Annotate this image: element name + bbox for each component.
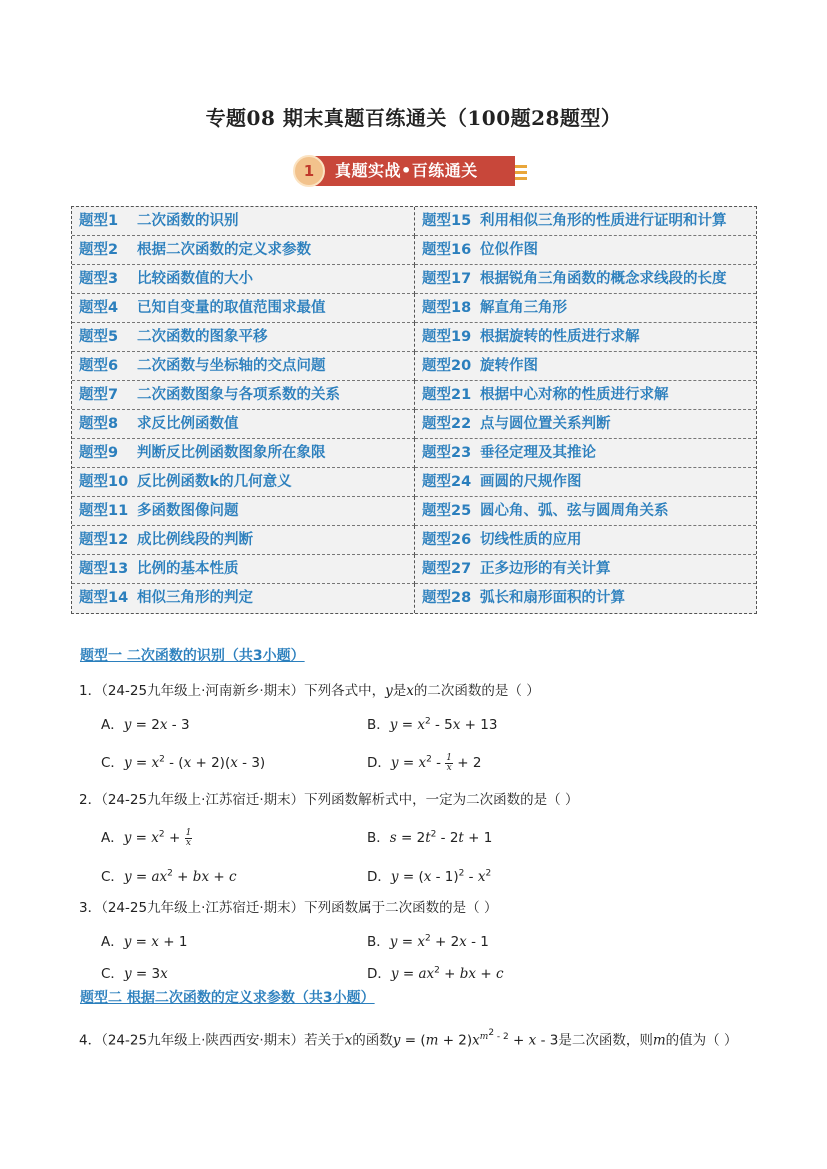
toc-item[interactable] xyxy=(72,207,415,236)
toc-item-number: 题型19 xyxy=(422,329,472,345)
toc-item-number: 题型23 xyxy=(422,445,472,461)
toc-item[interactable] xyxy=(72,468,415,497)
toc-item-label: 二次函数图象与各项系数的关系 xyxy=(137,387,340,403)
toc-item-label: 利用相似三角形的性质进行证明和计算 xyxy=(480,213,727,229)
toc-item[interactable] xyxy=(415,381,756,410)
banner-stripe-decoration xyxy=(515,171,527,174)
toc-item-number: 题型3 xyxy=(79,271,119,287)
toc-item-label: 弧长和扇形面积的计算 xyxy=(480,590,625,606)
toc-item-label: 正多边形的有关计算 xyxy=(480,561,611,577)
toc-item-number: 题型7 xyxy=(79,387,119,403)
toc-item-number: 题型25 xyxy=(422,503,472,519)
toc-item-label: 旋转作图 xyxy=(480,358,538,374)
question-1: 1．（24-25九年级上·河南新乡·期末）下列各式中，y是x的二次函数的是（ ） xyxy=(79,683,540,699)
toc-item-label: 二次函数的识别 xyxy=(137,213,239,229)
section-heading-1[interactable]: 题型一 二次函数的识别（共3小题） xyxy=(80,648,305,664)
toc-item-number: 题型22 xyxy=(422,416,472,432)
toc-item-number: 题型2 xyxy=(79,242,119,258)
toc-item-number: 题型1 xyxy=(79,213,119,229)
toc-item-number: 题型26 xyxy=(422,532,472,548)
toc-item-label: 圆心角、弧、弦与圆周角关系 xyxy=(480,503,669,519)
toc-item-label: 根据中心对称的性质进行求解 xyxy=(480,387,669,403)
section-banner xyxy=(293,152,538,192)
toc-item-number: 题型27 xyxy=(422,561,472,577)
toc-item-number: 题型4 xyxy=(79,300,119,316)
toc-item[interactable] xyxy=(72,410,415,439)
toc-item-label: 多函数图像问题 xyxy=(137,503,239,519)
banner-number: 1 xyxy=(293,155,325,187)
toc-item[interactable] xyxy=(415,265,756,294)
section-heading-2[interactable]: 题型二 根据二次函数的定义求参数（共3小题） xyxy=(80,990,375,1006)
toc-item-label: 成比例线段的判断 xyxy=(137,532,253,548)
toc-item-label: 已知自变量的取值范围求最值 xyxy=(137,300,326,316)
toc-item-label: 根据二次函数的定义求参数 xyxy=(137,242,311,258)
option-3a[interactable]: A．y = x + 1 xyxy=(101,934,188,950)
toc-item[interactable] xyxy=(415,497,756,526)
toc-item[interactable] xyxy=(72,265,415,294)
option-3c[interactable]: C．y = 3x xyxy=(101,966,168,982)
option-3b[interactable]: B．$y = x^2 + 2x - 1$ xyxy=(367,933,489,950)
toc-item[interactable] xyxy=(415,323,756,352)
option-1c[interactable]: C．$y = x^2 - (x + 2)(x - 3)$ xyxy=(101,754,266,771)
toc-item-number: 题型8 xyxy=(79,416,119,432)
toc-item-number: 题型24 xyxy=(422,474,472,490)
toc-item-label: 解直角三角形 xyxy=(480,300,567,316)
toc-item-number: 题型14 xyxy=(79,590,129,606)
toc-item-label: 比较函数值的大小 xyxy=(137,271,253,287)
toc-item[interactable] xyxy=(72,584,415,613)
option-1a[interactable]: A．y = 2x - 3 xyxy=(101,717,190,733)
option-2d[interactable]: D．$y = (x - 1)^2 - x^2$ xyxy=(367,868,492,885)
toc-item[interactable] xyxy=(415,555,756,584)
toc-item-label: 判断反比例函数图象所在象限 xyxy=(137,445,326,461)
toc-item[interactable] xyxy=(72,555,415,584)
toc-item-number: 题型17 xyxy=(422,271,472,287)
toc-item-number: 题型16 xyxy=(422,242,472,258)
banner-label: 真题实战•百练通关 xyxy=(309,156,515,186)
toc-item-number: 题型20 xyxy=(422,358,472,374)
toc-item[interactable] xyxy=(72,352,415,381)
toc-item[interactable] xyxy=(415,352,756,381)
toc-item-label: 画圆的尺规作图 xyxy=(480,474,582,490)
toc-item[interactable] xyxy=(415,294,756,323)
toc-item-label: 二次函数的图象平移 xyxy=(137,329,268,345)
question-2: 2．（24-25九年级上·江苏宿迁·期末）下列函数解析式中，一定为二次函数的是（ ） xyxy=(79,792,579,808)
toc-item-label: 求反比例函数值 xyxy=(137,416,239,432)
option-1d[interactable]: D．$y = x^2$ - $\frac{1}{x}$ + 2 xyxy=(367,752,482,773)
toc-item[interactable] xyxy=(72,497,415,526)
toc-item-number: 题型15 xyxy=(422,213,472,229)
toc-item-number: 题型9 xyxy=(79,445,119,461)
toc-item[interactable] xyxy=(415,468,756,497)
toc-item-label: 比例的基本性质 xyxy=(137,561,239,577)
toc-item[interactable] xyxy=(72,323,415,352)
toc-item-number: 题型13 xyxy=(79,561,129,577)
toc-item-number: 题型12 xyxy=(79,532,129,548)
toc-item[interactable] xyxy=(415,526,756,555)
toc-item-number: 题型10 xyxy=(79,474,129,490)
toc-item[interactable] xyxy=(415,410,756,439)
toc-item-label: 切线性质的应用 xyxy=(480,532,582,548)
option-2a[interactable]: A．$y = x^2$ + $\frac{1}{x}$ xyxy=(101,827,192,848)
option-3d[interactable]: D．$y = ax^2$ + bx + c xyxy=(367,965,504,982)
toc-item-number: 题型6 xyxy=(79,358,119,374)
toc-item-label: 反比例函数k的几何意义 xyxy=(137,474,292,490)
page-title: 专题08 期末真题百练通关（100题28题型） xyxy=(205,106,622,130)
toc-item-number: 题型11 xyxy=(79,503,129,519)
toc-item-number: 题型5 xyxy=(79,329,119,345)
question-3: 3．（24-25九年级上·江苏宿迁·期末）下列函数属于二次函数的是（ ） xyxy=(79,900,498,916)
toc-item[interactable] xyxy=(72,381,415,410)
toc-item[interactable] xyxy=(415,236,756,265)
toc-item-number: 题型21 xyxy=(422,387,472,403)
option-1b[interactable]: B．$y = x^2 - 5x + 13$ xyxy=(367,716,498,733)
toc-item[interactable] xyxy=(72,526,415,555)
toc-item-label: 二次函数与坐标轴的交点问题 xyxy=(137,358,326,374)
toc-item-label: 根据旋转的性质进行求解 xyxy=(480,329,640,345)
toc-item-label: 垂径定理及其推论 xyxy=(480,445,596,461)
toc-item[interactable] xyxy=(415,207,756,236)
toc-item-number: 题型18 xyxy=(422,300,472,316)
topic-table xyxy=(71,206,757,614)
toc-item[interactable] xyxy=(415,584,756,613)
toc-item[interactable] xyxy=(72,236,415,265)
option-2c[interactable]: C．$y = ax^2$ + bx + c xyxy=(101,868,237,885)
toc-item[interactable] xyxy=(72,294,415,323)
toc-item-label: 根据锐角三角函数的概念求线段的长度 xyxy=(480,271,727,287)
question-4: 4．（24-25九年级上·陕西西安·期末）若关于x的函数$y = (m + 2)x^{m^2 - 2} + x - 3$是二次函数，则m的值为（ ） xyxy=(79,1028,738,1049)
toc-item[interactable] xyxy=(72,439,415,468)
toc-item-label: 位似作图 xyxy=(480,242,538,258)
banner-stripe-decoration xyxy=(515,165,527,168)
option-2b[interactable]: B．$s = 2t^2 - 2t + 1$ xyxy=(367,829,493,846)
toc-item-number: 题型28 xyxy=(422,590,472,606)
toc-item-label: 相似三角形的判定 xyxy=(137,590,253,606)
toc-item-label: 点与圆位置关系判断 xyxy=(480,416,611,432)
banner-stripe-decoration xyxy=(515,177,527,180)
toc-item[interactable] xyxy=(415,439,756,468)
